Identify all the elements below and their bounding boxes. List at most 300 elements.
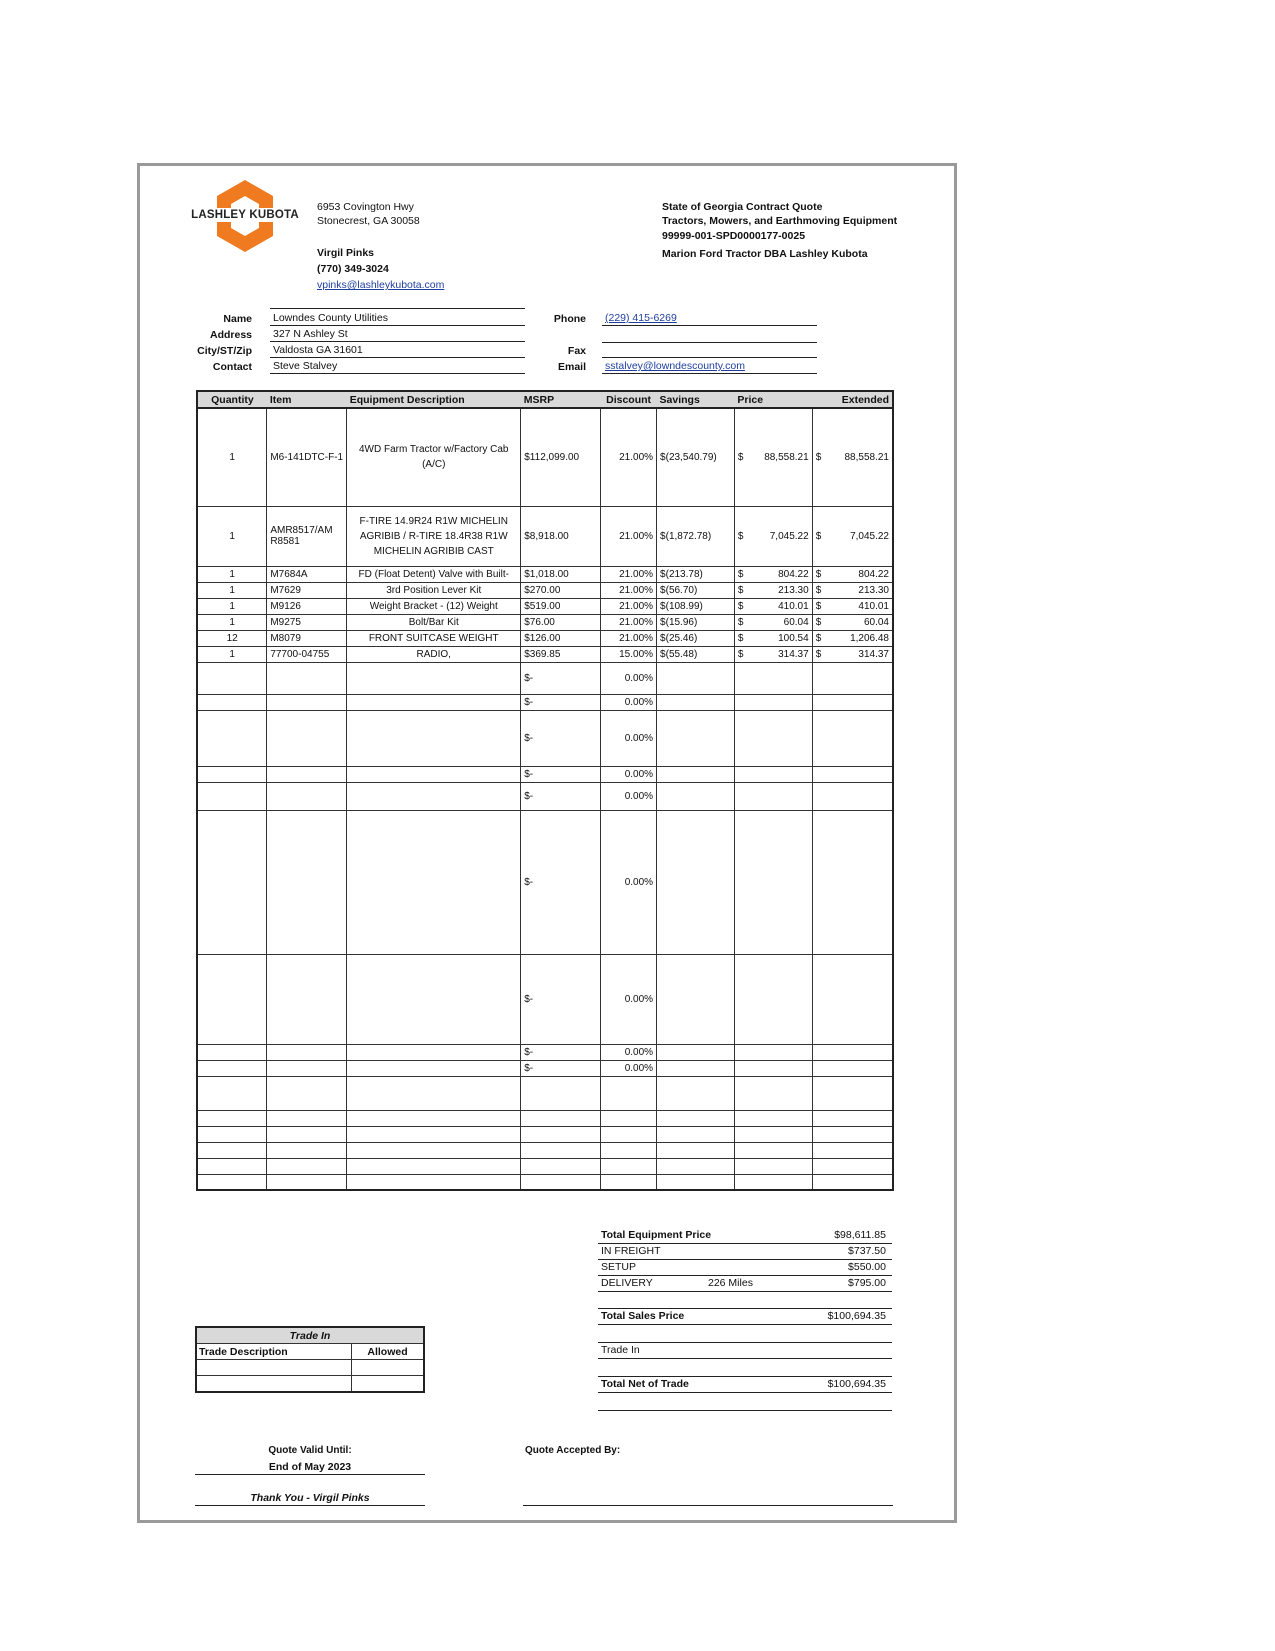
column-header-price: Price	[734, 391, 812, 408]
msrp-cell: $126.00	[521, 630, 601, 646]
address-line-2: Stonecrest, GA 30058	[317, 215, 420, 227]
item-cell[interactable]	[267, 954, 347, 1044]
valid-rule	[195, 1474, 425, 1475]
dealer-address	[317, 200, 420, 228]
trade-in-total-row	[598, 1342, 892, 1359]
column-header-item: Item	[267, 391, 347, 408]
description-cell[interactable]	[347, 1110, 521, 1126]
totals-bottom-rule	[598, 1410, 892, 1411]
price-cell	[734, 506, 812, 566]
extended-cell	[812, 506, 893, 566]
msrp-cell: $-	[521, 766, 601, 782]
savings-cell	[657, 1044, 735, 1060]
freight-value: $737.50	[848, 1245, 886, 1257]
fax-label: Fax	[567, 345, 586, 357]
description-line: AGRIBIB / R-TIRE 18.4R38 R1W	[359, 530, 508, 542]
savings-cell	[657, 766, 735, 782]
extended-cell	[812, 1174, 893, 1190]
customer-city-field[interactable]: Valdosta GA 31601	[270, 343, 525, 358]
contract-title: State of Georgia Contract Quote	[662, 201, 823, 213]
savings-cell: $(25.46)	[657, 630, 735, 646]
extended-cell	[812, 662, 893, 694]
total-sales-row	[598, 1308, 892, 1325]
description-cell[interactable]	[347, 582, 521, 598]
trade-description-cell[interactable]	[196, 1376, 352, 1393]
savings-cell	[657, 954, 735, 1044]
extended-cell	[812, 598, 893, 614]
qty-cell[interactable]	[197, 710, 267, 766]
table-row	[197, 766, 893, 782]
currency-symbol: $	[815, 616, 822, 628]
discount-cell[interactable]: 0.00%	[601, 782, 657, 810]
logo-text: LASHLEY KUBOTA	[191, 209, 299, 221]
msrp-cell: $-	[521, 954, 601, 1044]
msrp-cell: $-	[521, 1060, 601, 1076]
item-cell[interactable]	[267, 1158, 347, 1174]
total-sales-value: $100,694.35	[827, 1310, 886, 1322]
savings-cell	[657, 662, 735, 694]
qty-cell[interactable]: 1	[197, 582, 267, 598]
signature-line[interactable]	[523, 1505, 893, 1506]
field-top-rule	[270, 308, 525, 309]
price-value: 410.01	[778, 600, 809, 612]
price-cell	[734, 1174, 812, 1190]
extended-cell	[812, 1142, 893, 1158]
name-label: Name	[223, 313, 252, 325]
table-row	[197, 506, 893, 566]
table-row	[197, 1174, 893, 1190]
price-cell	[734, 954, 812, 1044]
allowed-header: Allowed	[352, 1344, 425, 1360]
msrp-cell: $-	[521, 662, 601, 694]
msrp-cell: $-	[521, 810, 601, 954]
item-cell[interactable]	[267, 766, 347, 782]
item-cell[interactable]	[267, 710, 347, 766]
description-cell[interactable]	[347, 1142, 521, 1158]
msrp-cell: $112,099.00	[521, 408, 601, 506]
currency-symbol: $	[815, 632, 822, 644]
quote-valid-value: End of May 2023	[268, 1461, 352, 1473]
discount-cell[interactable]: 21.00%	[601, 614, 657, 630]
qty-cell[interactable]	[197, 782, 267, 810]
column-header-quantity: Quantity	[197, 391, 267, 408]
price-cell	[734, 1142, 812, 1158]
item-cell[interactable]	[267, 694, 347, 710]
msrp-cell: $-	[521, 694, 601, 710]
customer-name-field[interactable]: Lowndes County Utilities	[270, 311, 525, 326]
qty-cell[interactable]: 1	[197, 566, 267, 582]
msrp-cell	[521, 1126, 601, 1142]
table-row	[197, 1060, 893, 1076]
price-cell	[734, 630, 812, 646]
savings-cell: $(108.99)	[657, 598, 735, 614]
extended-value: 410.01	[858, 600, 889, 612]
qty-cell[interactable]: 1	[197, 646, 267, 662]
currency-symbol: $	[737, 568, 744, 580]
customer-email-field[interactable]: sstalvey@lowndescounty.com	[602, 359, 817, 374]
description-cell[interactable]	[347, 646, 521, 662]
item-cell[interactable]: M6-141DTC-F-1	[267, 408, 347, 506]
currency-symbol: $	[737, 584, 744, 596]
column-header-discount: Discount	[601, 391, 657, 408]
dealer-logo	[190, 178, 300, 258]
address-line-1: 6953 Covington Hwy	[317, 201, 414, 213]
price-cell	[734, 710, 812, 766]
table-row	[197, 694, 893, 710]
trade-description-header: Trade Description	[196, 1344, 352, 1360]
currency-symbol: $	[737, 600, 744, 612]
equipment-table	[196, 390, 894, 1191]
discount-cell[interactable]	[601, 1076, 657, 1110]
description-cell[interactable]	[347, 694, 521, 710]
extended-cell	[812, 1060, 893, 1076]
savings-cell	[657, 1076, 735, 1110]
discount-cell[interactable]: 0.00%	[601, 694, 657, 710]
table-row	[197, 1076, 893, 1110]
table-row	[197, 630, 893, 646]
price-cell	[734, 662, 812, 694]
extended-cell	[812, 954, 893, 1044]
net-of-trade-row	[598, 1376, 892, 1393]
item-cell[interactable]	[267, 1174, 347, 1190]
table-row	[197, 614, 893, 630]
description-cell[interactable]	[347, 782, 521, 810]
price-cell	[734, 694, 812, 710]
msrp-cell: $1,018.00	[521, 566, 601, 582]
discount-cell[interactable]: 0.00%	[601, 662, 657, 694]
msrp-cell	[521, 1158, 601, 1174]
qty-cell[interactable]	[197, 954, 267, 1044]
discount-cell[interactable]: 21.00%	[601, 506, 657, 566]
contract-number: 99999-001-SPD0000177-0025	[662, 230, 806, 242]
total-sales-label: Total Sales Price	[601, 1310, 685, 1322]
savings-cell: $(213.78)	[657, 566, 735, 582]
item-cell[interactable]: 77700-04755	[267, 646, 347, 662]
qty-cell[interactable]	[197, 766, 267, 782]
phone-label: Phone	[553, 313, 586, 325]
extended-cell	[812, 630, 893, 646]
discount-cell[interactable]	[601, 1142, 657, 1158]
msrp-cell	[521, 1142, 601, 1158]
description-line: (A/C)	[422, 459, 446, 471]
price-value: 60.04	[783, 616, 809, 628]
allowed-cell[interactable]	[352, 1376, 425, 1393]
item-cell[interactable]	[267, 1142, 347, 1158]
savings-cell: $(56.70)	[657, 582, 735, 598]
description-line: FD (Float Detent) Valve with Built-	[358, 568, 509, 580]
customer-contact-field[interactable]: Steve Stalvey	[270, 359, 525, 374]
description-line: 3rd Position Lever Kit	[386, 584, 482, 596]
contract-category: Tractors, Mowers, and Earthmoving Equipment	[662, 215, 898, 227]
trade-description-cell[interactable]	[196, 1360, 352, 1376]
discount-cell[interactable]: 0.00%	[601, 766, 657, 782]
extended-cell	[812, 566, 893, 582]
qty-cell[interactable]	[197, 1044, 267, 1060]
customer-fax-field[interactable]	[602, 343, 817, 358]
description-cell[interactable]	[347, 408, 521, 506]
price-cell	[734, 582, 812, 598]
rep-name: Virgil Pinks	[317, 247, 374, 259]
savings-cell: $(23,540.79)	[657, 408, 735, 506]
description-line: MICHELIN AGRIBIB CAST	[373, 545, 494, 557]
city-label: City/ST/Zip	[197, 345, 252, 357]
trade-in-total-label: Trade In	[601, 1344, 640, 1356]
currency-symbol: $	[815, 600, 822, 612]
qty-cell[interactable]	[197, 1060, 267, 1076]
qty-cell[interactable]: 1	[197, 614, 267, 630]
item-cell[interactable]	[267, 1044, 347, 1060]
price-cell	[734, 1126, 812, 1142]
price-cell	[734, 1044, 812, 1060]
description-cell[interactable]	[347, 1076, 521, 1110]
trade-in-row	[196, 1376, 424, 1393]
item-cell[interactable]	[267, 810, 347, 954]
qty-cell[interactable]: 1	[197, 598, 267, 614]
description-cell[interactable]	[347, 1060, 521, 1076]
extended-cell	[812, 646, 893, 662]
table-row	[197, 954, 893, 1044]
column-header-extended: Extended	[812, 391, 893, 408]
setup-value: $550.00	[848, 1261, 886, 1273]
customer-phone-field[interactable]: (229) 415-6269	[602, 311, 817, 326]
savings-cell: $(1,872.78)	[657, 506, 735, 566]
savings-cell	[657, 1110, 735, 1126]
table-row	[197, 1158, 893, 1174]
item-cell[interactable]: M7684A	[267, 566, 347, 582]
extended-cell	[812, 694, 893, 710]
description-cell[interactable]	[347, 1174, 521, 1190]
extended-cell	[812, 710, 893, 766]
setup-row	[598, 1260, 892, 1276]
price-cell	[734, 614, 812, 630]
item-cell[interactable]	[267, 662, 347, 694]
rep-email-link[interactable]: vpinks@lashleykubota.com	[317, 279, 445, 291]
price-value: 88,558.21	[764, 451, 809, 463]
description-cell[interactable]	[347, 614, 521, 630]
description-line: Bolt/Bar Kit	[408, 616, 459, 628]
quote-valid-label: Quote Valid Until:	[268, 1445, 352, 1456]
table-row	[197, 1044, 893, 1060]
description-cell[interactable]	[347, 506, 521, 566]
msrp-cell	[521, 1174, 601, 1190]
extended-value: 213.30	[858, 584, 889, 596]
delivery-row	[598, 1276, 892, 1292]
savings-cell	[657, 810, 735, 954]
contract-dealer: Marion Ford Tractor DBA Lashley Kubota	[662, 248, 868, 260]
thanks-rule	[195, 1505, 425, 1506]
extended-cell	[812, 766, 893, 782]
item-cell[interactable]: M8079	[267, 630, 347, 646]
email-label: Email	[557, 361, 586, 373]
msrp-cell: $270.00	[521, 582, 601, 598]
qty-cell[interactable]	[197, 694, 267, 710]
savings-cell: $(15.96)	[657, 614, 735, 630]
table-row	[197, 408, 893, 506]
item-cell[interactable]	[267, 1076, 347, 1110]
item-cell[interactable]: M9126	[267, 598, 347, 614]
price-cell	[734, 1076, 812, 1110]
discount-cell[interactable]: 0.00%	[601, 1060, 657, 1076]
column-header-msrp: MSRP	[521, 391, 601, 408]
table-row	[197, 662, 893, 694]
table-row	[197, 582, 893, 598]
extended-value: 7,045.22	[850, 530, 889, 542]
price-cell	[734, 598, 812, 614]
msrp-cell: $-	[521, 782, 601, 810]
currency-symbol: $	[737, 530, 744, 542]
item-cell[interactable]	[267, 1126, 347, 1142]
discount-cell[interactable]: 21.00%	[601, 630, 657, 646]
discount-cell[interactable]: 0.00%	[601, 1044, 657, 1060]
table-row	[197, 1126, 893, 1142]
savings-cell	[657, 710, 735, 766]
currency-symbol: $	[737, 632, 744, 644]
qty-cell[interactable]	[197, 810, 267, 954]
description-line: FRONT SUITCASE WEIGHT	[368, 632, 499, 644]
description-cell[interactable]	[347, 954, 521, 1044]
address-label: Address	[209, 329, 252, 341]
currency-symbol: $	[815, 584, 822, 596]
item-cell[interactable]: AMR8517/AM R8581	[267, 506, 347, 566]
table-row	[197, 566, 893, 582]
price-cell	[734, 810, 812, 954]
discount-cell[interactable]: 21.00%	[601, 408, 657, 506]
qty-cell[interactable]	[197, 1142, 267, 1158]
qty-cell[interactable]	[197, 1110, 267, 1126]
extended-value: 88,558.21	[844, 451, 889, 463]
price-cell	[734, 1110, 812, 1126]
description-cell[interactable]	[347, 1158, 521, 1174]
table-row	[197, 598, 893, 614]
item-cell[interactable]: M9275	[267, 614, 347, 630]
currency-symbol: $	[815, 568, 822, 580]
thank-you-note: Thank You - Virgil Pinks	[250, 1492, 370, 1504]
qty-cell[interactable]	[197, 1126, 267, 1142]
msrp-cell: $76.00	[521, 614, 601, 630]
savings-cell	[657, 1126, 735, 1142]
qty-cell[interactable]	[197, 1158, 267, 1174]
discount-cell[interactable]: 21.00%	[601, 566, 657, 582]
extended-cell	[812, 810, 893, 954]
delivery-value: $795.00	[848, 1277, 886, 1289]
contact-label: Contact	[212, 361, 252, 373]
description-cell[interactable]	[347, 630, 521, 646]
extended-cell	[812, 1158, 893, 1174]
description-cell[interactable]	[347, 662, 521, 694]
msrp-cell: $369.85	[521, 646, 601, 662]
description-cell[interactable]	[347, 566, 521, 582]
item-cell[interactable]	[267, 1110, 347, 1126]
price-value: 7,045.22	[769, 530, 809, 542]
extended-cell	[812, 1044, 893, 1060]
trade-in-table	[195, 1326, 425, 1393]
description-cell[interactable]	[347, 1044, 521, 1060]
currency-symbol: $	[737, 648, 744, 660]
price-cell	[734, 1158, 812, 1174]
total-equipment-label: Total Equipment Price	[601, 1229, 712, 1241]
price-value: 213.30	[778, 584, 809, 596]
table-row	[197, 810, 893, 954]
price-value: 314.37	[778, 648, 809, 660]
qty-cell[interactable]: 1	[197, 408, 267, 506]
allowed-cell[interactable]	[352, 1360, 425, 1376]
description-line: 4WD Farm Tractor w/Factory Cab	[359, 444, 509, 456]
discount-cell[interactable]: 21.00%	[601, 598, 657, 614]
description-cell[interactable]	[347, 598, 521, 614]
delivery-label: DELIVERY	[601, 1277, 653, 1289]
description-cell[interactable]	[347, 766, 521, 782]
qty-cell[interactable]	[197, 1076, 267, 1110]
savings-cell	[657, 1060, 735, 1076]
extended-value: 1,206.48	[850, 632, 889, 644]
customer-address-field[interactable]: 327 N Ashley St	[270, 327, 525, 342]
description-cell[interactable]	[347, 710, 521, 766]
extended-cell	[812, 408, 893, 506]
description-line: RADIO,	[416, 648, 451, 660]
msrp-cell: $-	[521, 710, 601, 766]
qty-cell[interactable]: 12	[197, 630, 267, 646]
total-equipment-value: $98,611.85	[834, 1229, 886, 1241]
msrp-cell	[521, 1110, 601, 1126]
extended-value: 60.04	[863, 616, 889, 628]
extended-value: 314.37	[858, 648, 889, 660]
discount-cell[interactable]	[601, 1158, 657, 1174]
price-cell	[734, 1060, 812, 1076]
msrp-cell: $519.00	[521, 598, 601, 614]
extended-value: 804.22	[858, 568, 889, 580]
description-line: Weight Bracket - (12) Weight	[369, 600, 498, 612]
discount-cell[interactable]: 15.00%	[601, 646, 657, 662]
price-cell	[734, 782, 812, 810]
description-cell[interactable]	[347, 1126, 521, 1142]
discount-cell[interactable]	[601, 1126, 657, 1142]
setup-label: SETUP	[601, 1261, 637, 1273]
currency-symbol: $	[815, 451, 822, 463]
discount-cell[interactable]: 0.00%	[601, 710, 657, 766]
quote-accepted-label: Quote Accepted By:	[525, 1445, 621, 1456]
discount-cell[interactable]: 0.00%	[601, 954, 657, 1044]
extended-cell	[812, 782, 893, 810]
discount-cell[interactable]: 21.00%	[601, 582, 657, 598]
item-cell[interactable]	[267, 1060, 347, 1076]
item-cell[interactable]	[267, 782, 347, 810]
extended-cell	[812, 1110, 893, 1126]
table-row	[197, 1142, 893, 1158]
table-row	[197, 710, 893, 766]
item-cell[interactable]: M7629	[267, 582, 347, 598]
extended-cell	[812, 582, 893, 598]
discount-cell[interactable]	[601, 1174, 657, 1190]
price-value: 804.22	[778, 568, 809, 580]
qty-cell[interactable]	[197, 662, 267, 694]
table-row	[197, 1110, 893, 1126]
price-cell	[734, 566, 812, 582]
price-cell	[734, 646, 812, 662]
table-header-row	[197, 391, 893, 408]
currency-symbol: $	[815, 648, 822, 660]
price-value: 100.54	[778, 632, 809, 644]
trade-in-title: Trade In	[196, 1327, 424, 1344]
qty-cell[interactable]	[197, 1174, 267, 1190]
discount-cell[interactable]: 0.00%	[601, 810, 657, 954]
description-cell[interactable]	[347, 810, 521, 954]
discount-cell[interactable]	[601, 1110, 657, 1126]
price-cell	[734, 408, 812, 506]
qty-cell[interactable]: 1	[197, 506, 267, 566]
net-of-trade-value: $100,694.35	[827, 1378, 886, 1390]
savings-cell	[657, 1142, 735, 1158]
sales-rep	[317, 246, 444, 292]
